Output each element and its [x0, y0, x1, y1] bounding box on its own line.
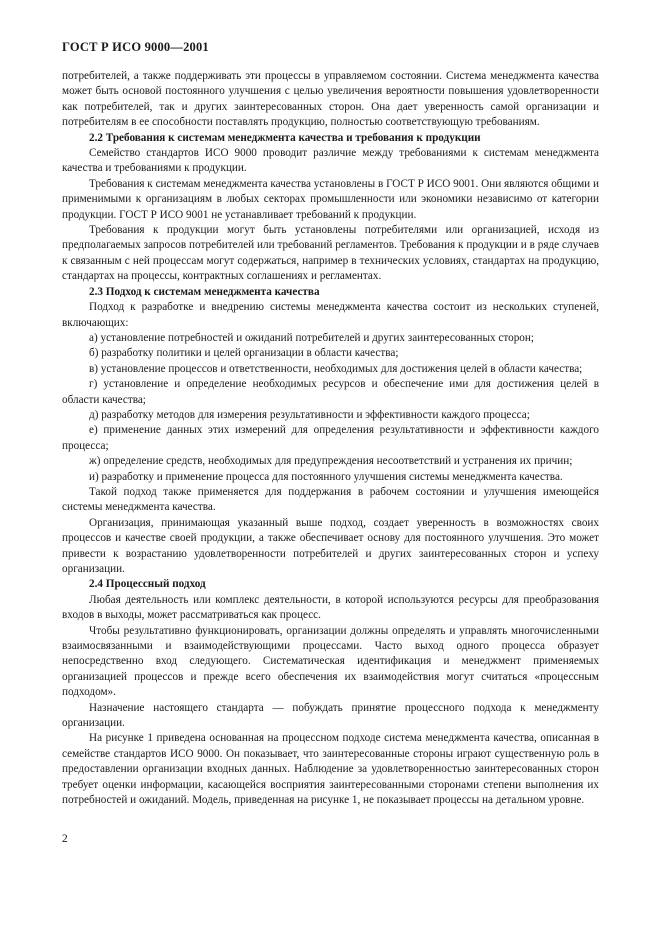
paragraph: г) установление и определение необходимых ресурсов и обеспечение ими для достижения целей в области качества;: [62, 378, 599, 406]
paragraph: потребителей, а также поддерживать эти процессы в управляемом состоянии. Система менеджмента качества может быть основой постоянного улучшения с целью увеличения вероятности повышения удовлетворенности как потребителей, так и других заинтересованных сторон. Она дает уверенность самой организации и потребителям в ее способности поставлять продукцию, полностью соответствующую требованиям.: [62, 70, 599, 129]
paragraph: в) установление процессов и ответственности, необходимых для достижения целей в области качества;: [89, 362, 583, 375]
paragraph: а) установление потребностей и ожиданий потребителей и других заинтересованных сторон;: [89, 331, 534, 344]
section-title: 2.2 Требования к системам менеджмента качества и требования к продукции: [89, 131, 481, 144]
document-body: [62, 69, 599, 809]
section-title: 2.4 Процессный подход: [89, 578, 206, 591]
paragraph: и) разработку и применение процесса для постоянного улучшения системы менеджмента качества.: [89, 470, 563, 483]
paragraph: Требования к системам менеджмента качества установлены в ГОСТ Р ИСО 9001. Они являются общими и применимыми к организациям в любых секторах промышленности или экономики независимо от категории продукции. ГОСТ Р ИСО 9001 не устанавливает требований к продукции.: [62, 177, 599, 221]
paragraph: Семейство стандартов ИСО 9000 проводит различие между требованиями к системам менеджмента качества и требованиями к продукции.: [62, 147, 599, 175]
paragraph: Любая деятельность или комплекс деятельности, в которой используются ресурсы для преобразования входов в выходы, может рассматриваться как процесс.: [62, 593, 599, 622]
paragraph: Назначение настоящего стандарта — побуждать принятие процессного подхода к менеджменту организации.: [62, 701, 599, 730]
paragraph: ж) определение средств, необходимых для предупреждения несоответствий и устранения их причин;: [89, 455, 573, 468]
paragraph: Такой подход также применяется для поддержания в рабочем состоянии и улучшения имеющейся системы менеджмента качества.: [62, 485, 599, 514]
paragraph: б) разработку политики и целей организации в области качества;: [89, 347, 399, 360]
paragraph: На рисунке 1 приведена основанная на процессном подходе система менеджмента качества, описанная в семействе стандартов ИСО 9000. Он показывает, что заинтересованные стороны играют существенную роль в предоставлении организации входных данных. Наблюдение за удовлетворенностью заинтересованных сторон требует оценки информации, касающейся восприятия заинтересованными сторонами степени выполнения их потребностей и ожиданий. Модель, приведенная на рисунке 1, не показывает процессы на детальном уровне.: [62, 732, 599, 807]
section-title: 2.3 Подход к системам менеджмента качества: [89, 285, 320, 298]
paragraph: Требования к продукции могут быть установлены потребителями или организацией, исходя из предполагаемых запросов потребителей или требований регламентов. Требования к продукции и в ряде случаев к связанным с ней процессам могут содержаться, например в технических условиях, стандартах на продукцию, стандартах на процессы, контрактных соглашениях и регламентах.: [62, 224, 599, 283]
paragraph: е) применение данных этих измерений для определения результативности и эффективности каждого процесса;: [62, 424, 599, 452]
paragraph: Организация, принимающая указанный выше подход, создает уверенность в возможностях своих процессов и качестве своей продукции, а также обеспечивает основу для постоянного улучшения. Это может привести к возрастанию удовлетворенности потребителей и других заинтересованных сторон и успеху организации.: [62, 516, 599, 575]
page-number: 2: [62, 833, 68, 845]
document-header: ГОСТ Р ИСО 9000—2001: [62, 40, 209, 54]
paragraph: Чтобы результативно функционировать, организации должны определять и управлять многочисленными взаимосвязанными и взаимодействующими процессами. Часто выход одного процесса образует непосредственно вход следующего. Систематическая идентификация и менеджмент применяемых организацией процессов и прежде всего обеспечения их взаимодействия могут считаться «процессным подходом».: [62, 624, 599, 699]
paragraph: д) разработку методов для измерения результативности и эффективности каждого процесса;: [89, 408, 530, 421]
paragraph: Подход к разработке и внедрению системы менеджмента качества состоит из нескольких ступеней, включающих:: [62, 301, 599, 329]
document-page: [62, 40, 599, 809]
